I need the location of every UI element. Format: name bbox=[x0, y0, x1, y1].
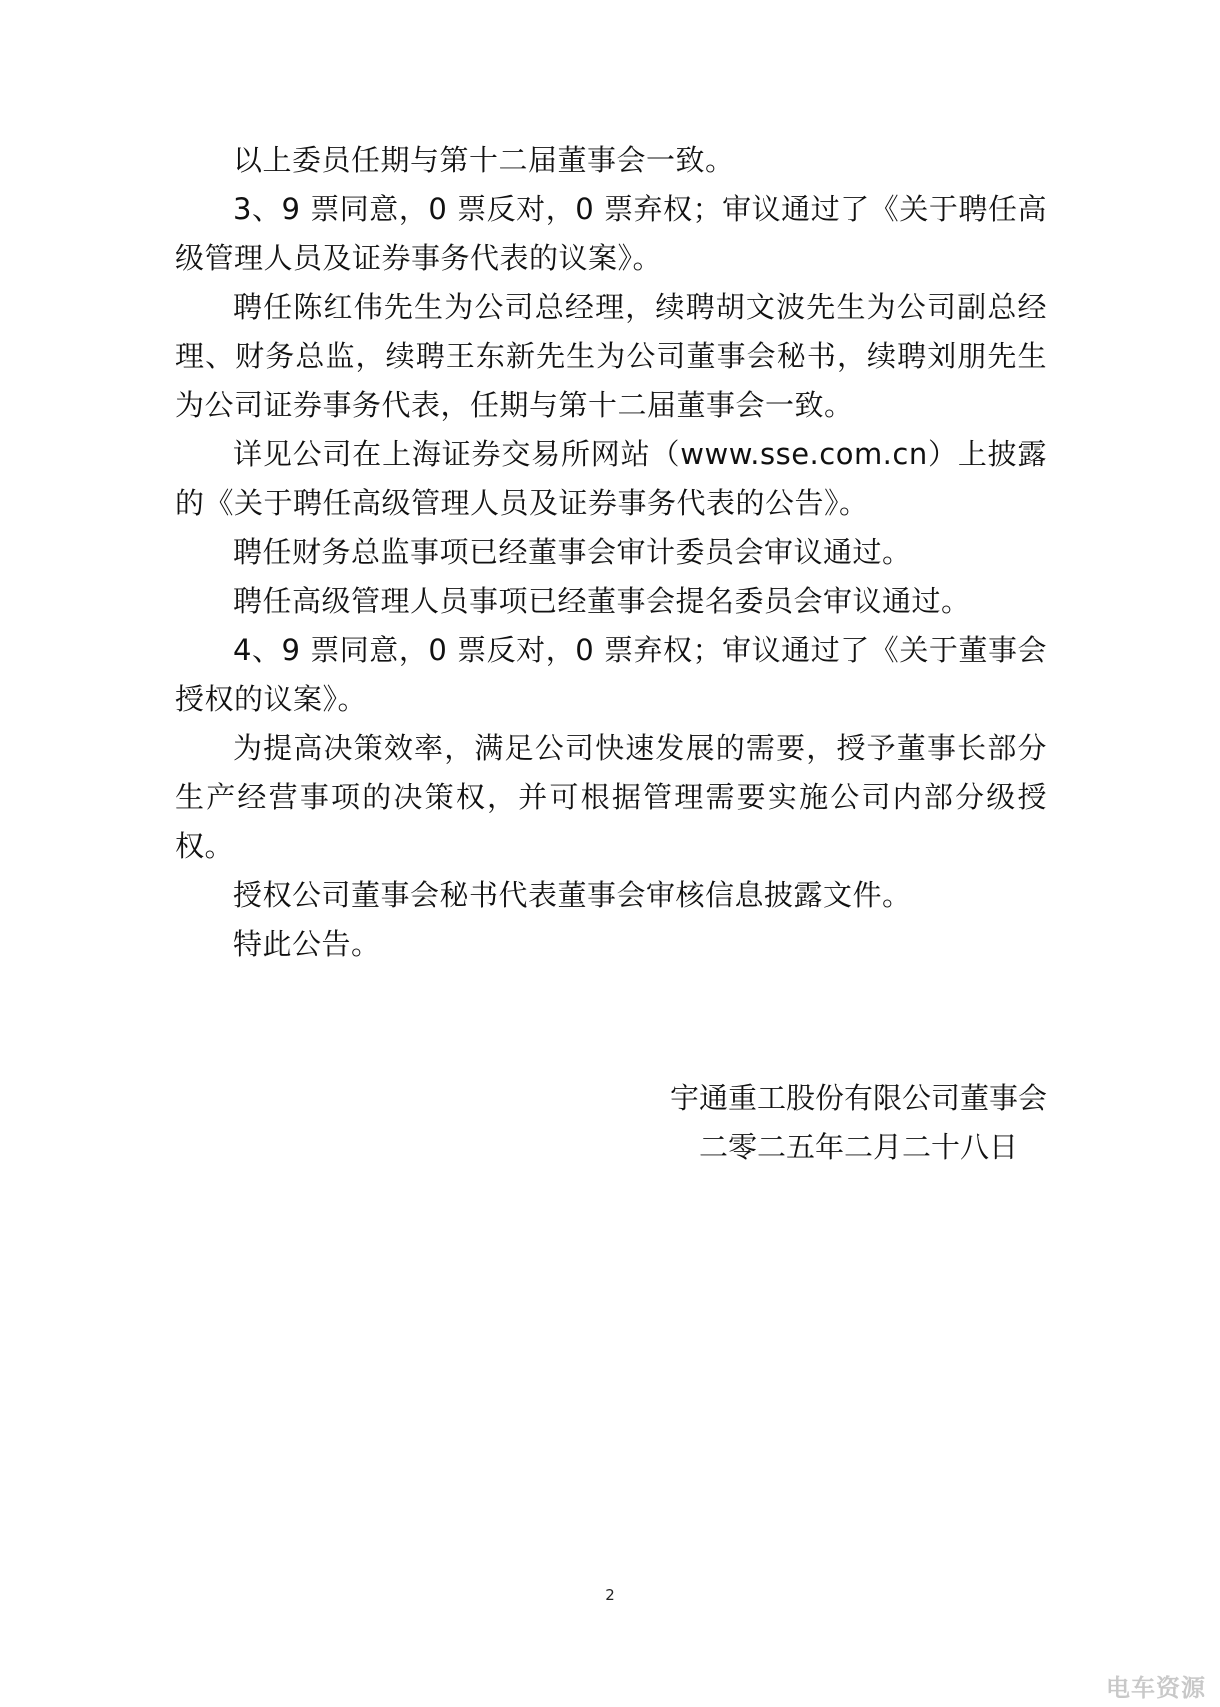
paragraph-disclosure-reference: 详见公司在上海证券交易所网站（www.sse.com.cn）上披露的《关于聘任高级管理人员及证券事务代表的公告》。 bbox=[175, 437, 1047, 520]
signature-company: 宇通重工股份有限公司董事会 bbox=[669, 1081, 1047, 1115]
paragraph-closing: 特此公告。 bbox=[233, 927, 381, 961]
paragraph-resolution-3: 3、9 票同意，0 票反对，0 票弃权；审议通过了《关于聘任高级管理人员及证券事务代表的议案》。 bbox=[175, 192, 1047, 275]
paragraph-secretary-authorization: 授权公司董事会秘书代表董事会审核信息披露文件。 bbox=[233, 878, 912, 912]
paragraph-resolution-4: 4、9 票同意，0 票反对，0 票弃权；审议通过了《关于董事会授权的议案》。 bbox=[175, 633, 1047, 716]
signature-block bbox=[670, 1074, 1047, 1172]
paragraph-appointments: 聘任陈红伟先生为公司总经理，续聘胡文波先生为公司副总经理、财务总监，续聘王东新先生为公司董事会秘书，续聘刘朋先生为公司证券事务代表，任期与第十二届董事会一致。 bbox=[175, 290, 1047, 422]
signature-date: 二零二五年二月二十八日 bbox=[698, 1130, 1018, 1164]
paragraph-audit-committee: 聘任财务总监事项已经董事会审计委员会审议通过。 bbox=[233, 535, 912, 569]
paragraph-committee-term: 以上委员任期与第十二届董事会一致。 bbox=[233, 143, 735, 177]
paragraph-authorization-scope: 为提高决策效率，满足公司快速发展的需要，授予董事长部分生产经营事项的决策权，并可根据管理需要实施公司内部分级授权。 bbox=[175, 731, 1047, 863]
page-number: 2 bbox=[605, 1586, 615, 1604]
paragraph-nomination-committee: 聘任高级管理人员事项已经董事会提名委员会审议通过。 bbox=[233, 584, 971, 618]
announcement-body bbox=[175, 136, 1047, 969]
watermark-logo: 电车资源 bbox=[1106, 1674, 1206, 1702]
